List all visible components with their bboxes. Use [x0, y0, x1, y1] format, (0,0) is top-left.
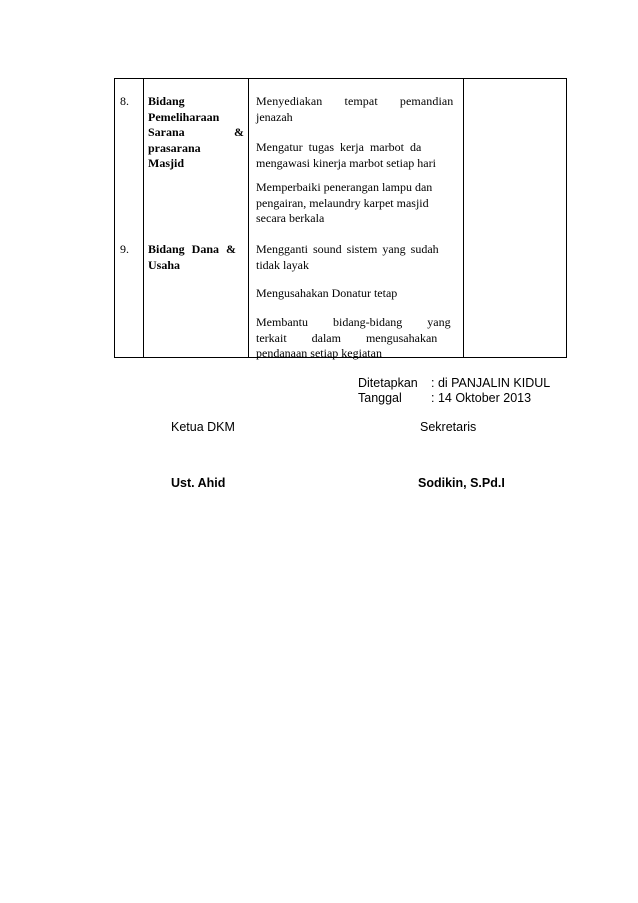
field-line: Usaha	[148, 257, 181, 272]
field-line	[148, 125, 244, 141]
program-line: jenazah	[256, 109, 293, 124]
program-line: tidak layak	[256, 257, 309, 272]
field-line: Bidang Dana &	[148, 242, 237, 256]
program-line: pendanaan setiap kegiatan	[256, 346, 382, 360]
program-line: Mengganti sound sistem yang sudah	[256, 242, 439, 256]
field-word: &	[234, 125, 244, 139]
field-word: Sarana	[148, 125, 185, 139]
program-line: mengawasi kinerja marbot setiap hari	[256, 155, 436, 170]
program-item	[256, 140, 449, 171]
program-text: Menyediakan tempat pemandian	[256, 94, 454, 108]
row-number: 9.	[120, 242, 129, 256]
program-line: Membantu bidang-bidang yang	[256, 315, 451, 329]
field-line: prasarana	[148, 140, 201, 155]
program-line: Mengusahakan Donatur tetap	[256, 286, 398, 300]
field-line: Pemeliharaan	[148, 109, 220, 124]
column-divider	[143, 78, 144, 358]
program-item	[256, 315, 449, 362]
column-divider	[463, 78, 464, 358]
row-field	[148, 242, 244, 273]
program-line: Mengatur tugas kerja marbot da	[256, 140, 422, 154]
column-divider	[248, 78, 249, 358]
sekretaris-name: Sodikin, S.Pd.I	[418, 476, 505, 490]
sekretaris-title: Sekretaris	[420, 420, 477, 434]
ketua-title: Ketua DKM	[171, 420, 235, 434]
ditetapkan-label: Ditetapkan	[358, 376, 418, 390]
program-line: pengairan, melaundry karpet masjid	[256, 195, 429, 210]
program-item	[256, 180, 449, 227]
row-field	[148, 94, 244, 172]
program-item	[256, 242, 449, 273]
field-line: Masjid	[148, 156, 184, 170]
program-line: Memperbaiki penerangan lampu dan	[256, 180, 433, 194]
program-line	[256, 94, 454, 110]
program-item	[256, 286, 449, 302]
program-line: terkait dalam mengusahakan	[256, 330, 438, 345]
ditetapkan-value: : di PANJALIN KIDUL	[431, 376, 551, 390]
row-number: 8.	[120, 94, 129, 108]
program-line: secara berkala	[256, 211, 325, 225]
program-item	[256, 94, 454, 125]
tanggal-value: : 14 Oktober 2013	[431, 391, 532, 405]
field-line: Bidang	[148, 94, 185, 108]
ketua-name: Ust. Ahid	[171, 476, 226, 490]
tanggal-label: Tanggal	[358, 391, 402, 405]
